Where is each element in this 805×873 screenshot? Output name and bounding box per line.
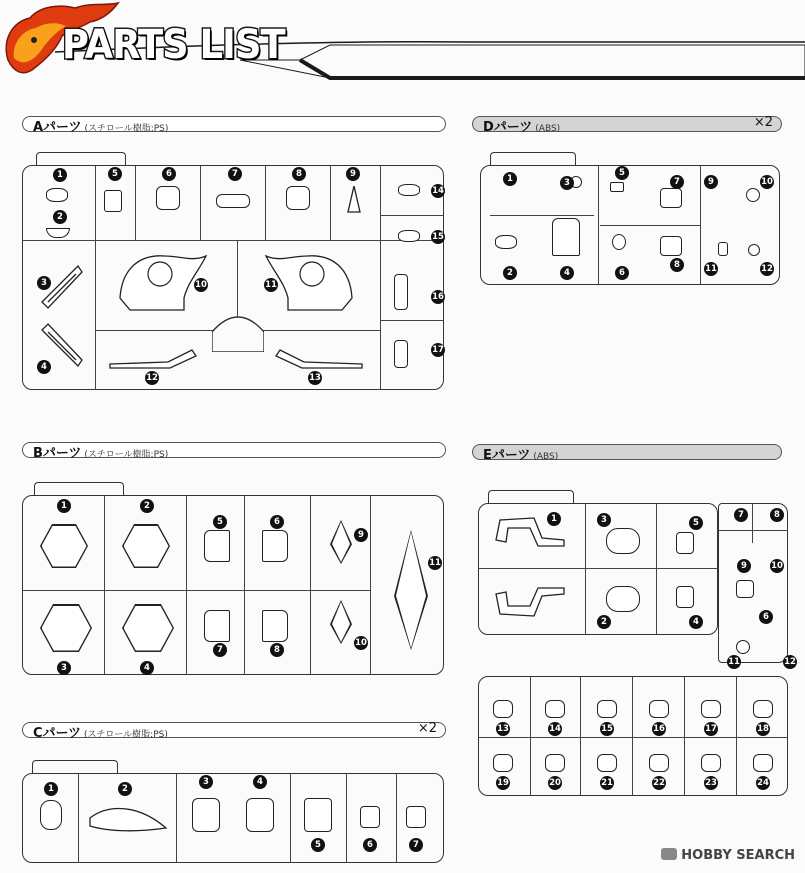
header	[0, 0, 805, 90]
part-d-9: 9	[704, 175, 718, 189]
part-c-7: 7	[409, 838, 423, 852]
runner-e-tab	[488, 490, 574, 504]
part-a-10: 10	[195, 280, 207, 290]
part-e-4: 4	[689, 615, 703, 629]
runner-a-tab	[36, 152, 126, 166]
part-a-12: 12	[146, 373, 158, 383]
part-c-2: 2	[118, 782, 132, 796]
part-a-7: 7	[228, 167, 242, 181]
part-c-6: 6	[363, 838, 377, 852]
part-b-3: 3	[57, 661, 71, 675]
part-d-2: 2	[503, 266, 517, 280]
part-a-2: 2	[53, 210, 67, 224]
section-d-multiplier: ×2	[753, 115, 773, 130]
part-d-8: 8	[670, 258, 684, 272]
part-b-2: 2	[140, 499, 154, 513]
part-c-1: 1	[44, 782, 58, 796]
part-a-5: 5	[108, 167, 122, 181]
part-e-2: 2	[597, 615, 611, 629]
part-b-1: 1	[57, 499, 71, 513]
part-a-3: 3	[37, 276, 51, 290]
runner-b-tab	[34, 482, 124, 496]
section-e-header	[472, 444, 782, 463]
part-e-9: 9	[737, 559, 751, 573]
section-d-label: Dパーツ (ABS)	[483, 120, 561, 135]
part-d-4: 4	[560, 266, 574, 280]
part-d-11: 11	[705, 264, 717, 274]
section-c-label: Cパーツ (スチロール樹脂:PS)	[33, 726, 168, 741]
hobby-search-watermark: HOBBY SEARCH	[661, 848, 795, 863]
section-c-multiplier: ×2	[417, 721, 437, 736]
part-e-15: 15	[601, 724, 613, 734]
part-e-22: 22	[653, 778, 665, 788]
part-d-5: 5	[615, 166, 629, 180]
part-e-18: 18	[757, 724, 769, 734]
part-e-23: 23	[705, 778, 717, 788]
part-c-3: 3	[199, 775, 213, 789]
section-a-label: Aパーツ (スチロール樹脂:PS)	[33, 120, 169, 135]
part-b-8: 8	[270, 643, 284, 657]
part-a-1: 1	[53, 168, 67, 182]
runner-b	[22, 495, 444, 675]
section-c-header	[22, 721, 446, 741]
part-a-15: 15	[432, 232, 444, 242]
part-d-3: 3	[560, 176, 574, 190]
section-a-header	[22, 116, 446, 135]
part-b-5: 5	[213, 515, 227, 529]
part-e-3: 3	[597, 513, 611, 527]
part-a-17: 17	[432, 345, 444, 355]
part-d-7: 7	[670, 175, 684, 189]
part-e-20: 20	[549, 778, 561, 788]
part-a-4: 4	[37, 360, 51, 374]
part-e-1: 1	[547, 512, 561, 526]
page-title: PARTS LIST	[62, 22, 285, 68]
part-a-14: 14	[432, 186, 444, 196]
runner-c-tab	[32, 760, 118, 774]
part-c-4: 4	[253, 775, 267, 789]
hobby-search-logo-icon	[661, 848, 677, 860]
part-e-10: 10	[771, 561, 783, 571]
part-e-12: 12	[784, 657, 796, 667]
part-e-8: 8	[770, 508, 784, 522]
part-e-24: 24	[757, 778, 769, 788]
section-b-header	[22, 442, 446, 461]
part-a-11: 11	[265, 280, 277, 290]
part-d-10: 10	[761, 177, 773, 187]
part-e-14: 14	[549, 724, 561, 734]
part-c-5: 5	[311, 838, 325, 852]
part-a-8: 8	[292, 167, 306, 181]
part-e-5: 5	[689, 516, 703, 530]
part-a-6: 6	[162, 167, 176, 181]
section-b-label: Bパーツ (スチロール樹脂:PS)	[33, 446, 169, 461]
part-e-11: 11	[728, 657, 740, 667]
part-e-7: 7	[734, 508, 748, 522]
section-e-label: Eパーツ (ABS)	[483, 448, 559, 463]
part-b-11: 11	[429, 558, 441, 568]
part-a-13: 13	[309, 373, 321, 383]
part-d-12: 12	[761, 264, 773, 274]
runner-d-tab	[490, 152, 576, 166]
part-e-19: 19	[497, 778, 509, 788]
section-d-header	[472, 115, 782, 135]
part-b-6: 6	[270, 515, 284, 529]
part-e-6: 6	[759, 610, 773, 624]
part-b-7: 7	[213, 643, 227, 657]
part-d-6: 6	[615, 266, 629, 280]
part-b-4: 4	[140, 661, 154, 675]
runner-c	[22, 773, 444, 863]
part-e-21: 21	[601, 778, 613, 788]
part-d-1: 1	[503, 172, 517, 186]
part-a-16: 16	[432, 292, 444, 302]
part-e-13: 13	[497, 724, 509, 734]
part-e-17: 17	[705, 724, 717, 734]
part-e-16: 16	[653, 724, 665, 734]
part-b-10: 10	[355, 638, 367, 648]
part-a-9: 9	[346, 167, 360, 181]
part-b-9: 9	[354, 528, 368, 542]
